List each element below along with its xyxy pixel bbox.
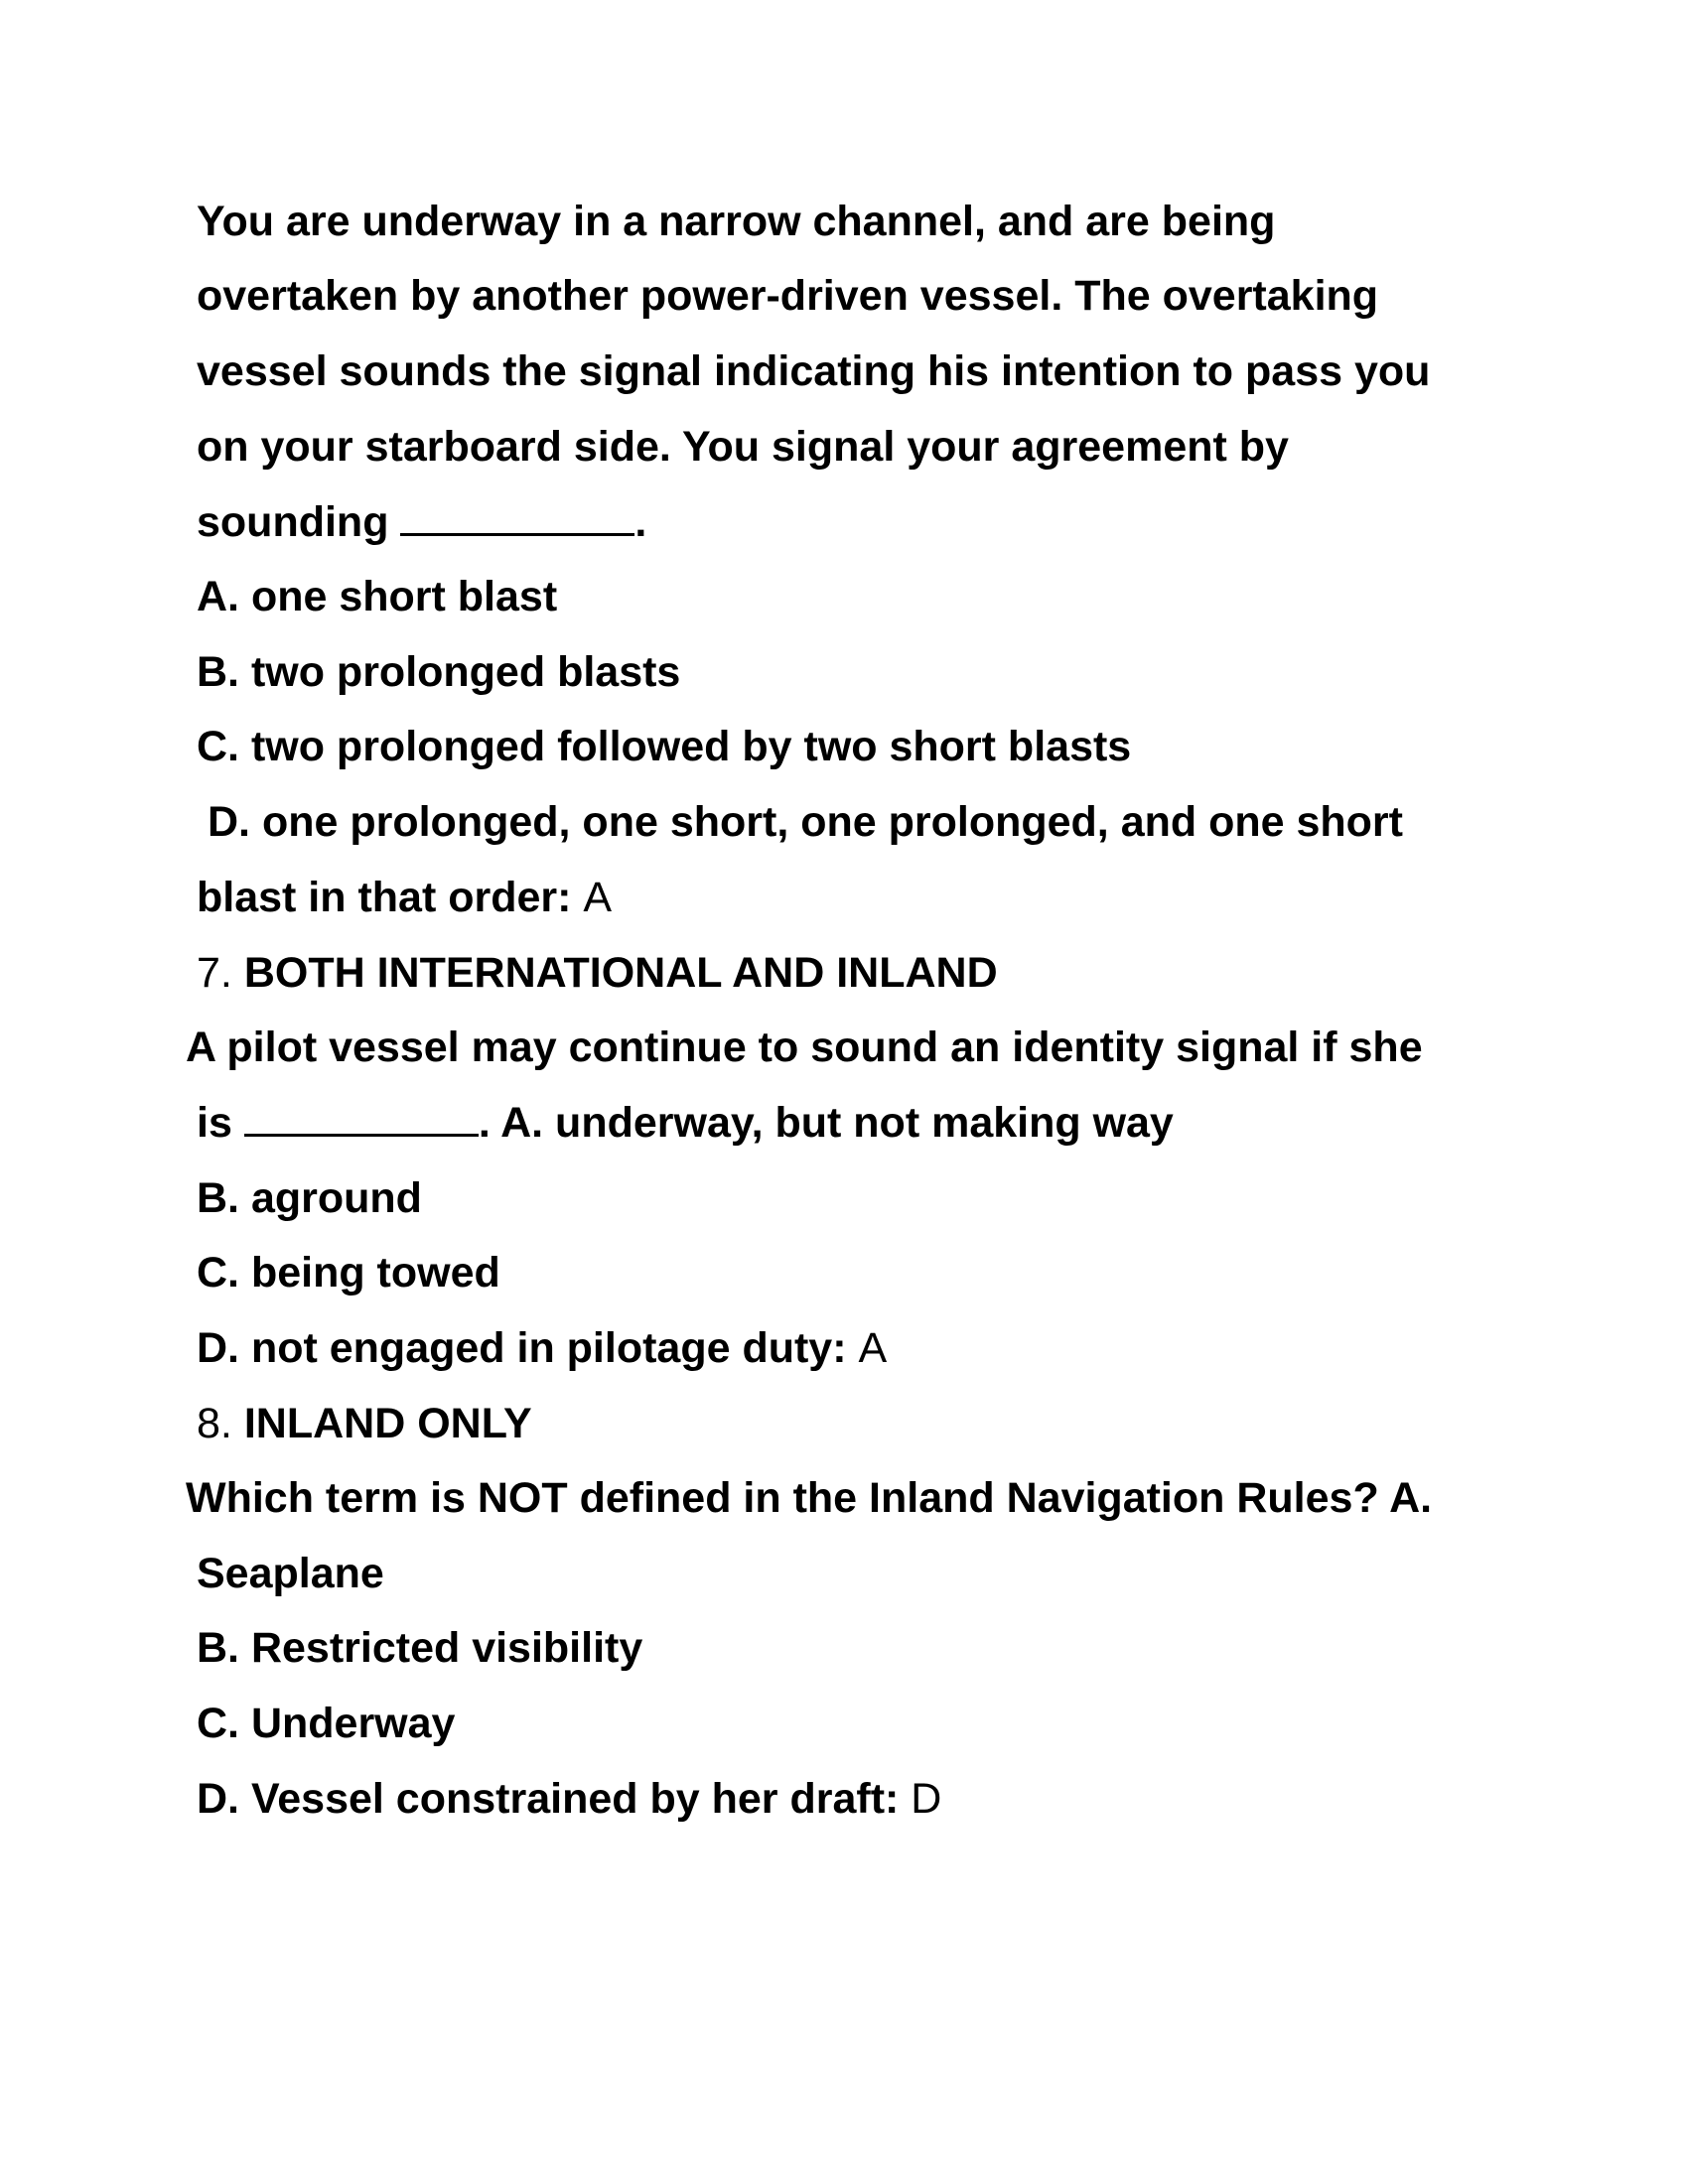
q6-stem-suffix: . (634, 498, 647, 546)
answer-blank (244, 1100, 479, 1137)
q6-option-d-text: blast in that order: (197, 874, 572, 921)
q7-stem-suffix: . A. underway, but not making way (478, 1099, 1174, 1147)
q8-stem-line-1: Which term is NOT defined in the Inland Navigation Rules? A. (186, 1474, 1433, 1522)
q7-option-c: C. being towed (197, 1249, 500, 1297)
q8-number: 8. (197, 1400, 232, 1447)
q8-option-c: C. Underway (197, 1700, 456, 1747)
q6-stem-line-2: overtaken by another power-driven vessel. The overtaking (197, 272, 1379, 320)
q8-option-d (197, 1769, 941, 1829)
q6-stem-line-4: on your starboard side. You signal your agreement by (197, 423, 1289, 471)
q7-option-d-text: D. not engaged in pilotage duty: (197, 1324, 847, 1372)
q6-stem-line-3: vessel sounds the signal indicating his intention to pass you (197, 347, 1431, 395)
q7-option-b: B. aground (197, 1174, 422, 1222)
answer-blank (400, 499, 634, 536)
q7-category: BOTH INTERNATIONAL AND INLAND (243, 949, 998, 997)
q7-option-d (197, 1318, 887, 1378)
q6-answer: A (583, 874, 613, 921)
q8-option-d-text: D. Vessel constrained by her draft: (197, 1775, 900, 1823)
q8-stem-line-2: Seaplane (197, 1550, 384, 1597)
q7-number: 7. (197, 949, 232, 997)
q6-option-c: C. two prolonged followed by two short blasts (197, 723, 1132, 770)
q8-answer: D (911, 1775, 942, 1823)
q6-option-d: D. one prolonged, one short, one prolonged, and one short (208, 798, 1403, 846)
q8-option-b: B. Restricted visibility (197, 1624, 643, 1672)
q8-heading (197, 1394, 532, 1453)
q8-category: INLAND ONLY (243, 1400, 532, 1447)
q6-stem-line-1: You are underway in a narrow channel, and are being (197, 198, 1276, 245)
q7-answer: A (858, 1324, 888, 1372)
q6-option-a: A. one short blast (197, 573, 558, 620)
q7-stem-line-2 (197, 1093, 1174, 1153)
q6-option-b: B. two prolonged blasts (197, 648, 681, 696)
q6-stem-line-5 (197, 492, 646, 552)
q6-stem-prefix: sounding (197, 498, 401, 546)
q7-heading (197, 943, 998, 1003)
q6-option-d-continued (197, 868, 612, 927)
q7-stem-prefix: is (197, 1099, 244, 1147)
q7-stem-line-1: A pilot vessel may continue to sound an identity signal if she (186, 1024, 1423, 1071)
